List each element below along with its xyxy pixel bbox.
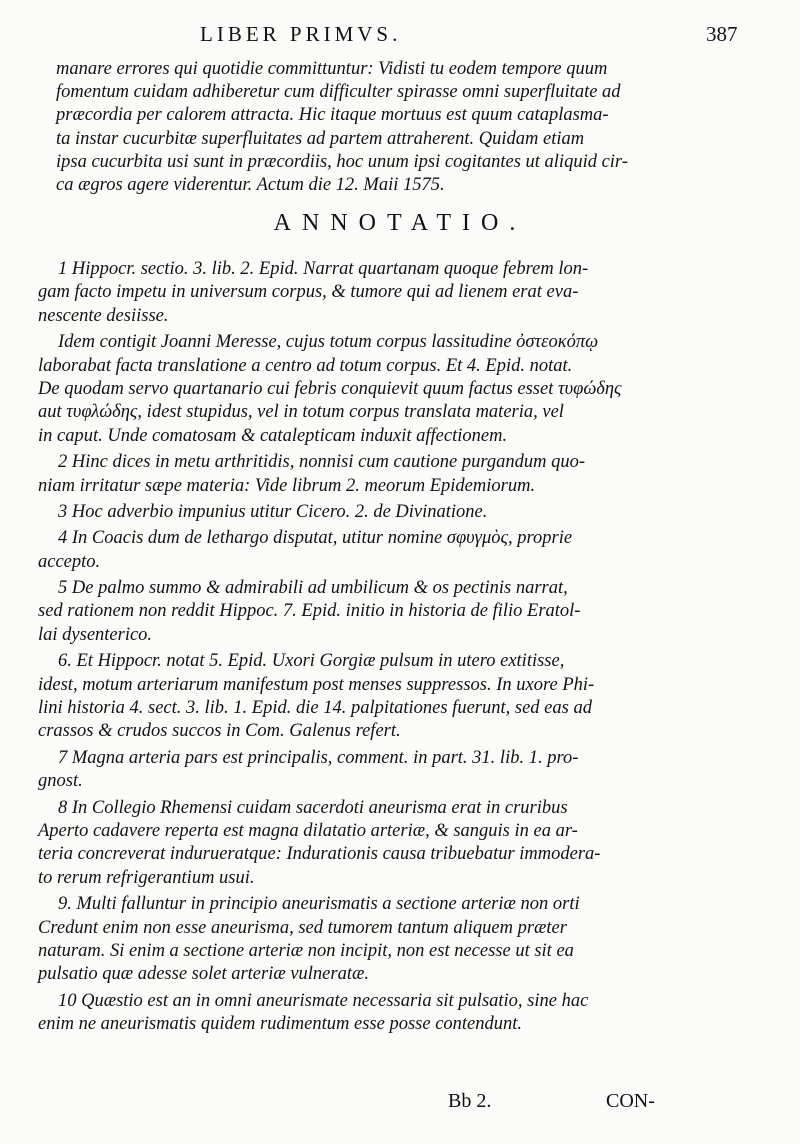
note-line: 5 De palmo summo & admirabili ad umbilicum & os pectinis narrat, — [58, 578, 568, 599]
note-line: lai dysenterico. — [38, 624, 153, 645]
note-line: 4 In Coacis dum de lethargo disputat, utitur nomine σφυγμὸς, proprie — [58, 528, 573, 549]
note-line: enim ne aneurismatis quidem rudimentum esse posse contendunt. — [38, 1014, 523, 1035]
note-9 — [38, 893, 748, 987]
note-line: Aperto cadavere reperta est magna dilatatio arteriæ, & sanguis in ea ar- — [38, 820, 578, 841]
signature-mark: Bb 2. — [448, 1090, 492, 1112]
note-line: 9. Multi falluntur in principio aneurismatis a sectione arteriæ non orti — [58, 894, 580, 915]
note-line: aut τυφλώδης, idest stupidus, vel in totum corpus translata materia, vel — [38, 402, 564, 423]
note-10 — [38, 990, 748, 1037]
text-line: manare errores qui quotidie committuntur: Vidisti tu eodem tempore quum — [56, 59, 608, 79]
note-line: 2 Hinc dices in metu arthritidis, nonnisi cum cautione purgandum quo- — [58, 452, 586, 473]
note-line: Idem contigit Joanni Meresse, cujus totum corpus lassitudine ὀστεοκόπῳ — [58, 332, 599, 353]
note-line: laborabat facta translatione a centro ad totum corpus. Et 4. Epid. notat. — [38, 355, 573, 376]
note-line: 8 In Collegio Rhemensi cuidam sacerdoti aneurisma erat in cruribus — [58, 797, 568, 818]
note-line: nescente desiisse. — [38, 305, 169, 326]
note-line: 7 Magna arteria pars est principalis, comment. in part. 31. lib. 1. pro- — [58, 747, 579, 768]
note-7 — [38, 747, 748, 794]
note-line: 1 Hippocr. sectio. 3. lib. 2. Epid. Narrat quartanam quoque febrem lon- — [58, 259, 589, 279]
note-4 — [38, 527, 748, 574]
note-line: in caput. Unde comatosam & catalepticam induxit affectionem. — [38, 425, 508, 446]
note-1 — [38, 258, 748, 328]
note-3 — [38, 501, 748, 524]
text-line: ca ægros agere viderentur. Actum die 12. Maii 1575. — [56, 174, 445, 195]
catchword: CON- — [606, 1090, 655, 1112]
note-line: 6. Et Hippocr. notat 5. Epid. Uxori Gorgiæ pulsum in utero extitisse, — [58, 651, 565, 672]
note-line: pulsatio quæ adesse solet arteriæ vulneratæ. — [38, 964, 369, 985]
note-line: Credunt enim non esse aneurisma, sed tumorem tantum aliquem præter — [38, 917, 567, 938]
note-line: lini historia 4. sect. 3. lib. 1. Epid. die 14. palpitationes fuerunt, sed eas ad — [38, 698, 592, 719]
note-line: sed rationem non reddit Hippoc. 7. Epid. initio in historia de filio Eratol- — [38, 601, 581, 622]
note-line: naturam. Si enim a sectione arteriæ non incipit, non est necesse ut sit ea — [38, 940, 574, 961]
note-line: gnost. — [38, 771, 83, 792]
page-number: 387 — [706, 22, 738, 46]
note-line: teria concreverat indurueratque: Indurationis causa tribuebatur immodera- — [38, 844, 601, 865]
text-line: fomentum cuidam adhiberetur cum difficulter spirasse omni superfluitate ad — [56, 82, 621, 103]
note-line: crassos & crudos succos in Com. Galenus refert. — [38, 721, 401, 742]
note-line: accepto. — [38, 551, 101, 572]
text-line: ipsa cucurbita usi sunt in præcordiis, hoc unum ipsi cogitantes ut aliquid cir- — [56, 151, 628, 172]
page-footer — [0, 1090, 800, 1120]
note-line: 3 Hoc adverbio impunius utitur Cicero. 2. de Divinatione. — [58, 501, 488, 522]
body-text — [56, 58, 746, 197]
note-line: idest, motum arteriarum manifestum post menses suppressos. In uxore Phi- — [38, 674, 595, 695]
note-line: gam facto impetu in universum corpus, & tumore qui ad lienem erat eva- — [38, 282, 579, 303]
note-line: niam irritatur sæpe materia: Vide librum 2. meorum Epidemiorum. — [38, 475, 536, 496]
text-line: præcordia per calorem attracta. Hic itaque mortuus est quum cataplasma- — [56, 105, 609, 126]
page-header — [0, 18, 800, 58]
note-8 — [38, 797, 748, 891]
annotation-notes — [38, 258, 748, 1040]
note-line: De quodam servo quartanario cui febris conquievit quum factus esset τυφώδης — [38, 378, 622, 399]
note-2 — [38, 451, 748, 498]
note-1-continued — [38, 331, 748, 448]
section-heading: ANNOTATIO. — [273, 210, 527, 236]
note-5 — [38, 577, 748, 647]
running-head: LIBER PRIMVS. — [200, 22, 402, 46]
note-line: to rerum refrigerantium usui. — [38, 867, 255, 888]
text-line: ta instar cucurbitæ superfluitates ad partem attraherent. Quidam etiam — [56, 128, 585, 149]
note-6 — [38, 650, 748, 744]
note-line: 10 Quæstio est an in omni aneurismate necessaria sit pulsatio, sine hac — [58, 990, 589, 1011]
